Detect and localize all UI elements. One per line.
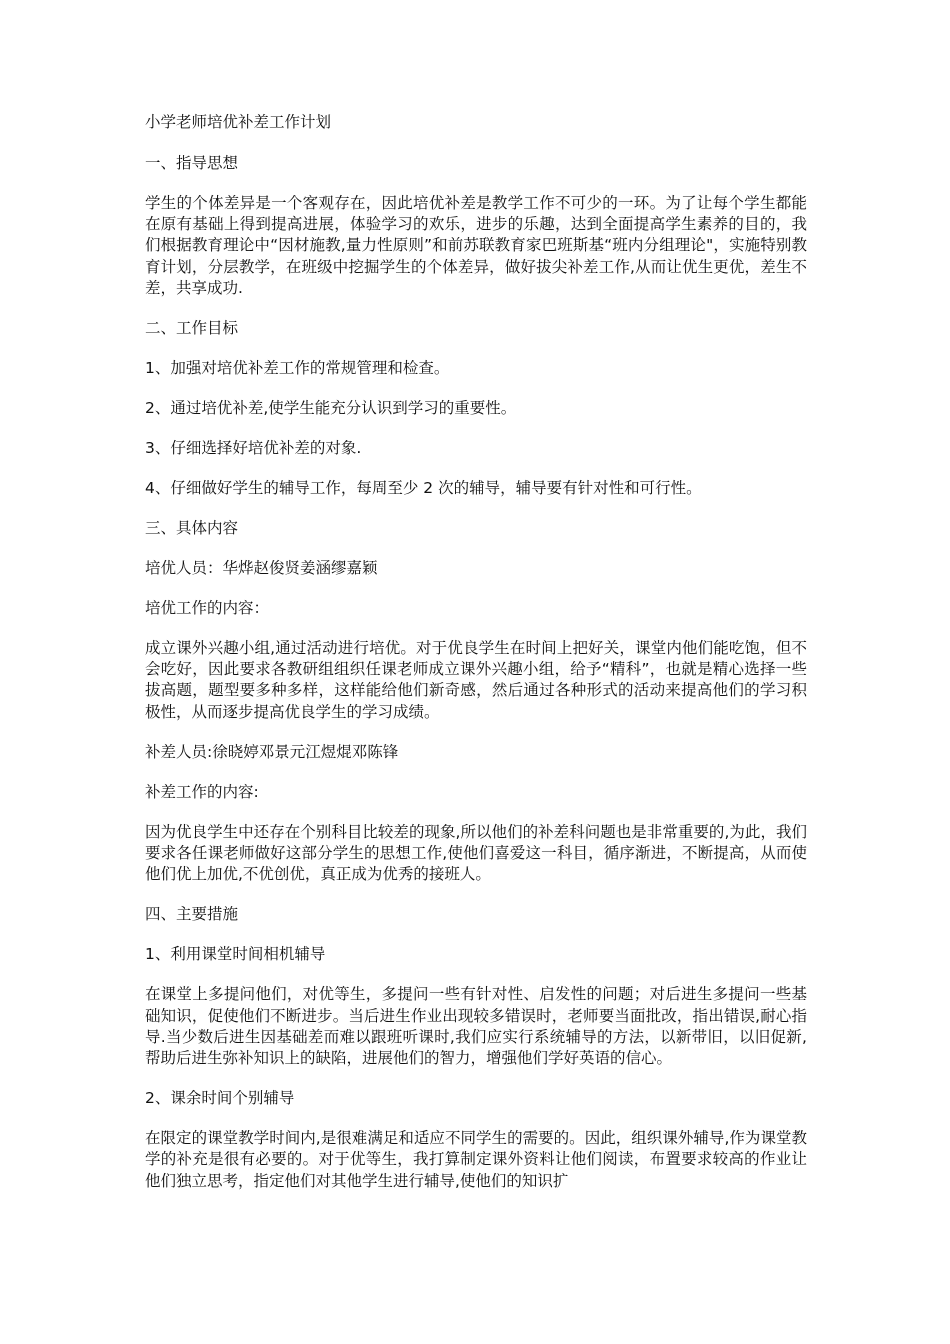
goal-item: 3、仔细选择好培优补差的对象.	[145, 439, 362, 458]
document-title: 小学老师培优补差工作计划	[145, 113, 332, 131]
excellent-staff-line: 培优人员：华烨赵俊贤姜涵缪嘉颖	[145, 559, 378, 578]
remedial-content-label: 补差工作的内容:	[145, 782, 259, 801]
remedial-content-paragraph: 因为优良学生中还存在个别科目比较差的现象,所以他们的补差科问题也是非常重要的,为此，我们要求各任课老师做好这部分学生的思想工作,使他们喜爱这一科目，循序渐进，不断提高，从而使他们优上加优,不优创优，真正成为优秀的接班人。	[145, 822, 807, 884]
document-page	[145, 112, 807, 1211]
section-heading-main-measures: 四、主要措施	[145, 905, 239, 924]
section-heading-guiding-ideas: 一、指导思想	[145, 154, 239, 172]
measure-paragraph: 在课堂上多提问他们，对优等生，多提问一些有针对性、启发性的问题；对后进生多提问一些基础知识，促使他们不断进步。当后进生作业出现较多错误时，老师要当面批改，指出错误,耐心指导.当少数后进生因基础差而难以跟班听课时,我们应实行系统辅导的方法，以新带旧，以旧促新,帮助后进生弥补知识上的缺陷，进展他们的智力，增强他们学好英语的信心。	[145, 985, 807, 1068]
excellent-content-paragraph: 成立课外兴趣小组,通过活动进行培优。对于优良学生在时间上把好关，课堂内他们能吃饱，但不会吃好，因此要求各教研组组织任课老师成立课外兴趣小组，给予“精科”，也就是精心选择一些拔高题，题型要多种多样，这样能给他们新奇感，然后通过各种形式的活动来提高他们的学习积极性，从而逐步提高优良学生的学习成绩。	[145, 639, 807, 721]
goal-item: 4、仔细做好学生的辅导工作，每周至少 2 次的辅导，辅导要有针对性和可行性。	[145, 479, 702, 498]
guiding-ideas-paragraph: 学生的个体差异是一个客观存在，因此培优补差是教学工作不可少的一环。为了让每个学生都能在原有基础上得到提高进展，体验学习的欢乐，进步的乐趣，达到全面提高学生素养的目的，我们根据教育理论中“因材施教,量力性原则”和前苏联教育家巴班斯基“班内分组理论"，实施特别教育计划，分层教学，在班级中挖掘学生的个体差异，做好拔尖补差工作,从而让优生更优，差生不差，共享成功.	[145, 194, 807, 297]
excellent-content-label: 培优工作的内容：	[145, 599, 270, 618]
measure-title: 2、课余时间个别辅导	[145, 1089, 295, 1108]
measure-paragraph: 在限定的课堂教学时间内,是很难满足和适应不同学生的需要的。因此，组织课外辅导,作为课堂教学的补充是很有必要的。对于优等生，我打算制定课外资料让他们阅读，布置要求较高的作业让他们独立思考，指定他们对其他学生进行辅导,使他们的知识扩	[145, 1129, 807, 1190]
section-heading-specific-content: 三、具体内容	[145, 519, 239, 538]
section-heading-work-goals: 二、工作目标	[145, 319, 239, 338]
goal-item: 1、加强对培优补差工作的常规管理和检查。	[145, 359, 450, 378]
measure-title: 1、利用课堂时间相机辅导	[145, 945, 326, 964]
goal-item: 2、通过培优补差,使学生能充分认识到学习的重要性。	[145, 399, 517, 418]
remedial-staff-line: 补差人员:徐晓婷邓景元江煜焜邓陈锋	[145, 742, 399, 761]
